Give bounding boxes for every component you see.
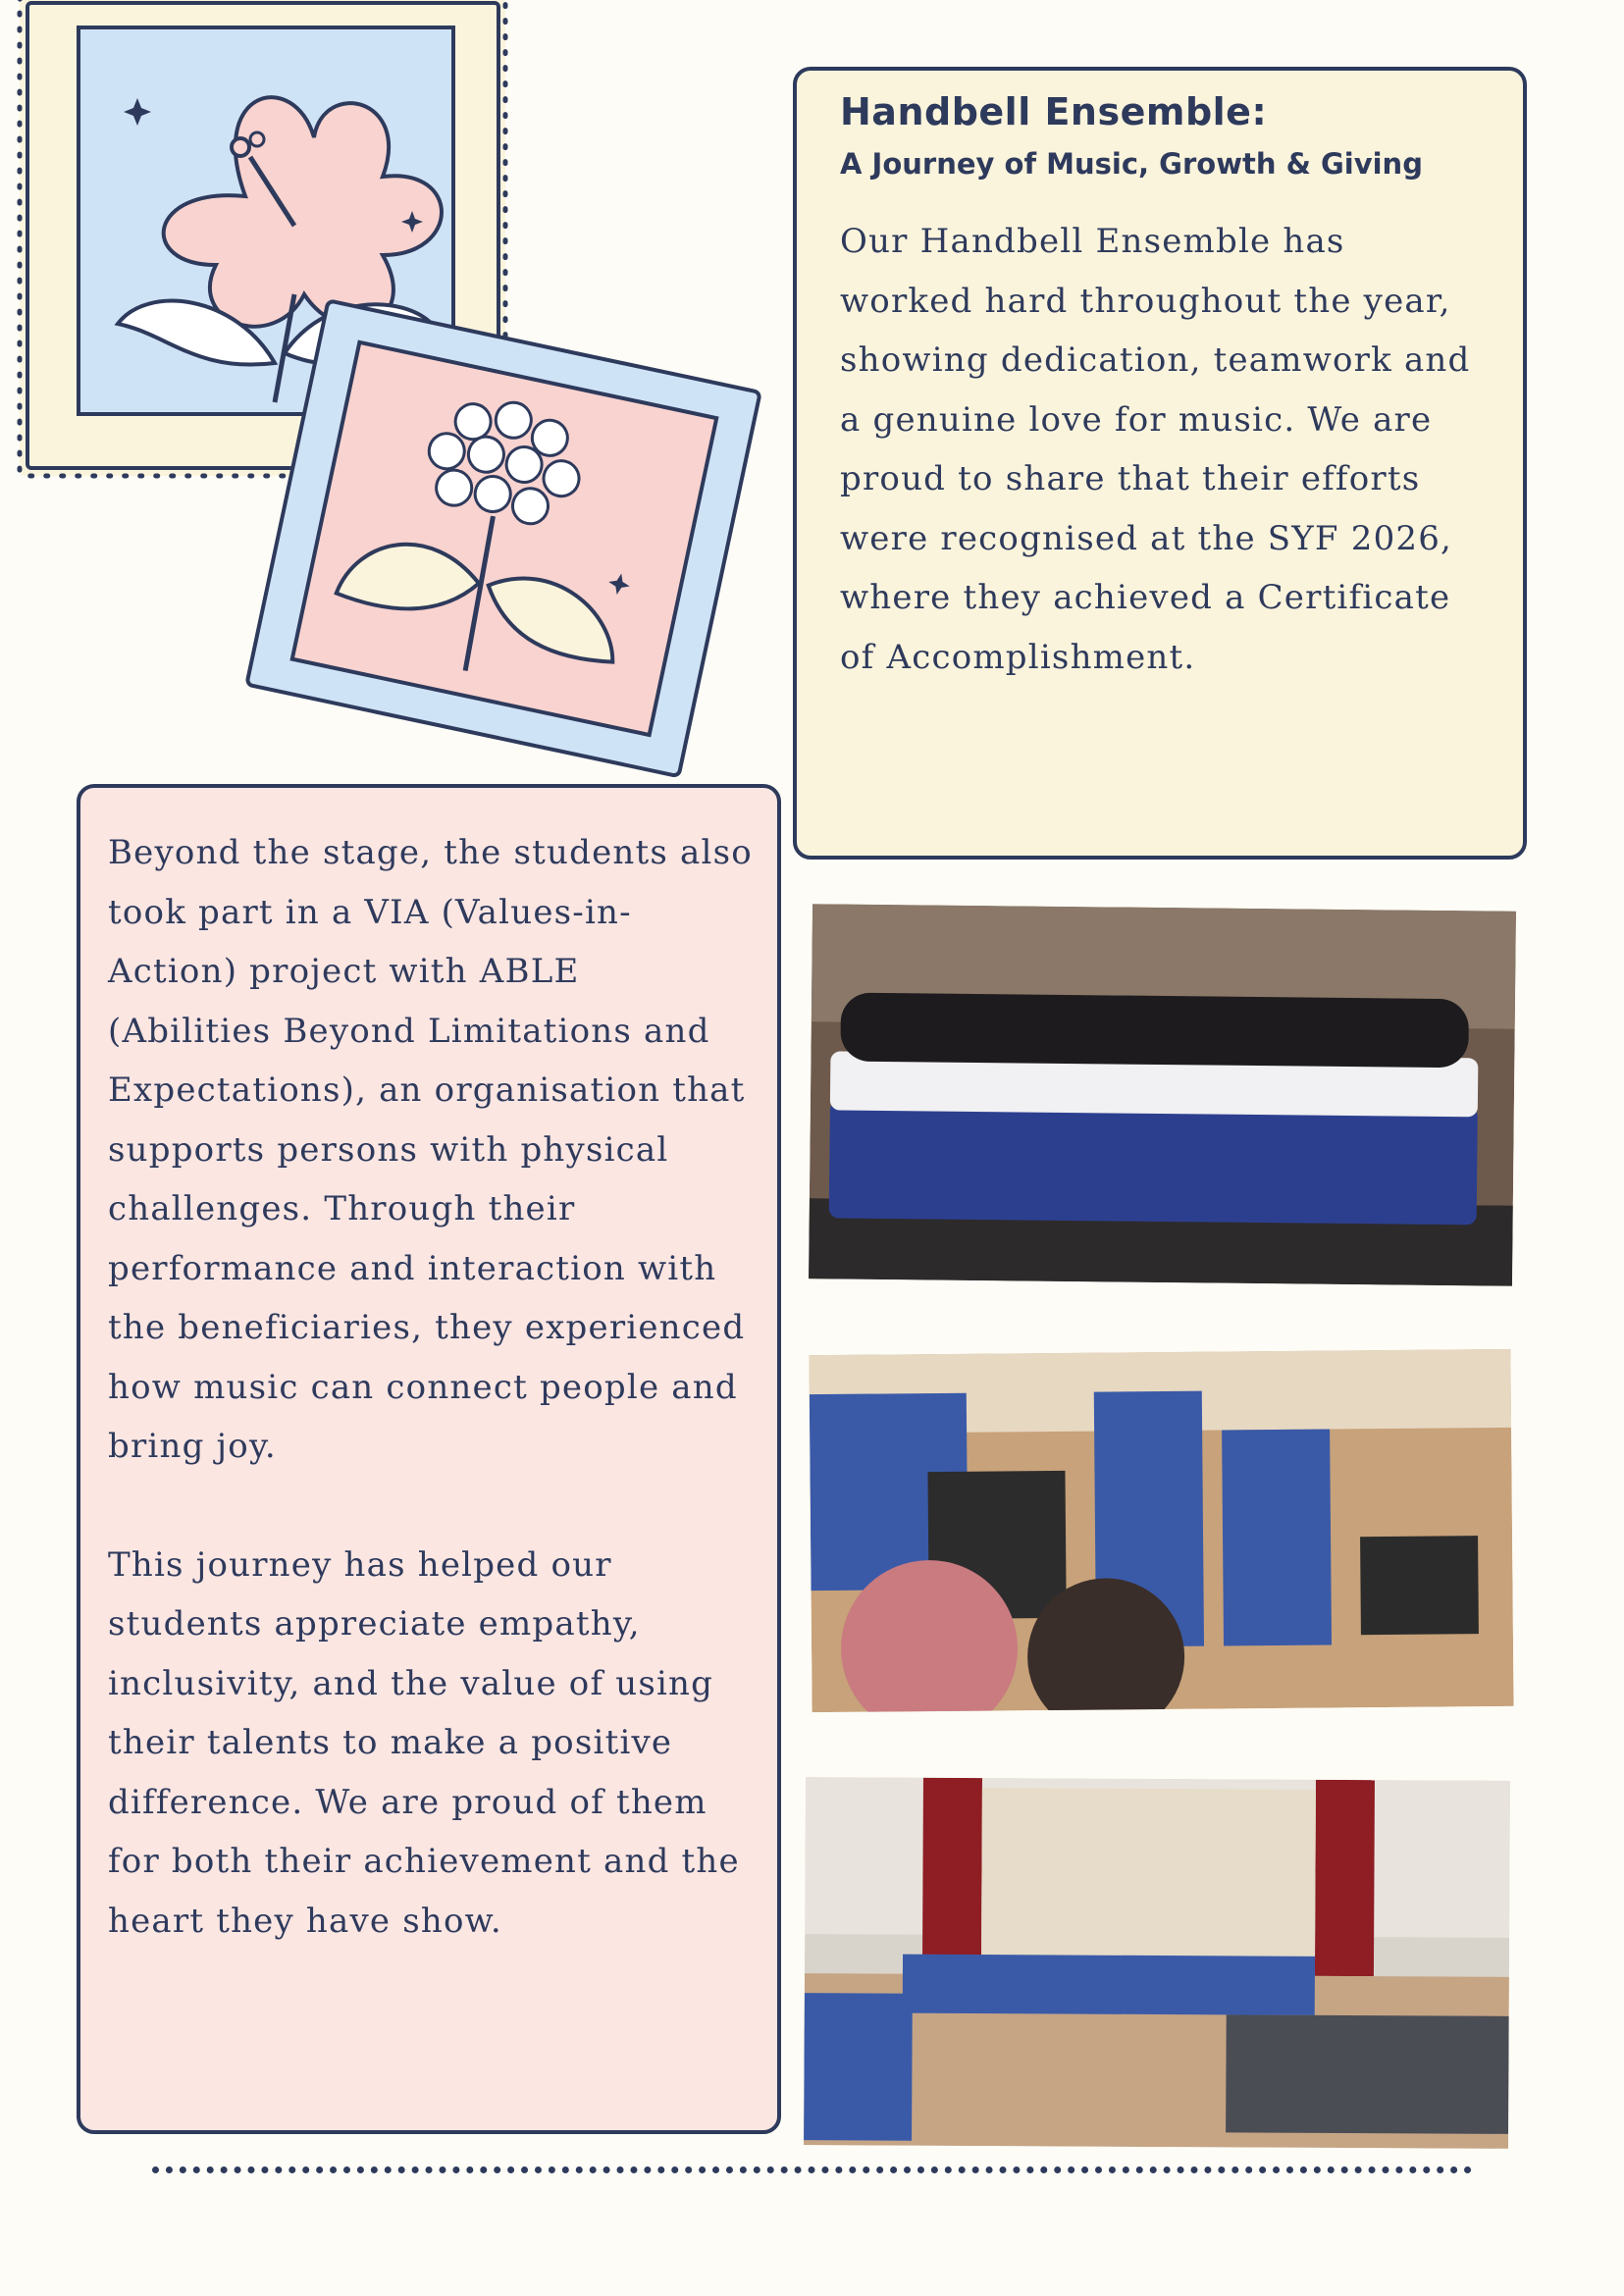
- via-project-card: [77, 784, 781, 2134]
- hydrangea-stamp-icon: [246, 300, 760, 776]
- handbell-intro-card: [793, 67, 1527, 860]
- reflection-paragraph: This journey has helped our students appreciate empathy, inclusivity, and the value of using their talents to make a positive difference. We are proud of them for both their achievement and the heart they have show.: [108, 1544, 740, 1941]
- intro-paragraph: Our Handbell Ensemble has worked hard throughout the year, showing dedication, teamwork and a genuine love for music. We are proud to share that their efforts were recognised at the SYF 2026, where they achieved a Certificate of Accomplishment.: [840, 222, 1471, 677]
- flower-stamps-illustration: [0, 0, 785, 785]
- group-photo-icon: [809, 904, 1516, 1285]
- interaction-photo-icon: [809, 1349, 1513, 1712]
- performance-photo-icon: [804, 1777, 1510, 2149]
- group-photo: [809, 904, 1516, 1285]
- interaction-photo: [809, 1349, 1513, 1712]
- page-subtitle: A Journey of Music, Growth & Giving: [840, 147, 1423, 181]
- performance-photo: [804, 1777, 1510, 2149]
- page-title: Handbell Ensemble:: [840, 90, 1268, 133]
- via-paragraph: Beyond the stage, the students also took part in a VIA (Values-in-Action) project with ABLE (Abilities Beyond Limitations and Expectations), an organisation that supports persons with physical challenges. Through their performance and interaction with the beneficiaries, they experienced how music can connect people and bring joy.: [108, 833, 753, 1466]
- dotted-divider: [152, 2166, 1472, 2173]
